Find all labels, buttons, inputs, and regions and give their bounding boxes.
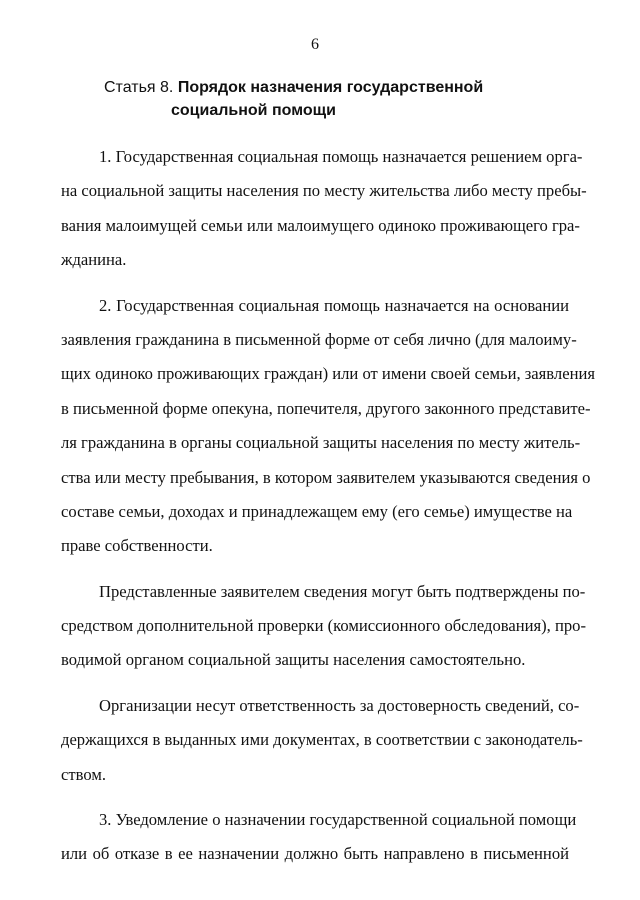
text-line: держащихся в выданных ими документах, в соответствии с законодатель- xyxy=(61,730,583,750)
text-line: Организации несут ответственность за достоверность сведений, со- xyxy=(99,695,580,715)
paragraph-4 xyxy=(61,689,583,792)
text-line: жданина. xyxy=(61,250,127,270)
article-title-line-1: Порядок назначения государственной xyxy=(177,79,484,96)
paragraph-spacer xyxy=(61,792,569,803)
text-line: 3. Уведомление о назначении государственной социальной помощи xyxy=(99,810,577,830)
text-line: ства или месту пребывания, в котором заявителем указываются сведения о xyxy=(61,467,591,487)
paragraph-spacer xyxy=(61,278,569,289)
article-label: Статья 8. xyxy=(104,79,178,96)
text-line: в письменной форме опекуна, попечителя, другого законного представите- xyxy=(61,398,591,418)
text-line: на социальной защиты населения по месту жительства либо месту пребы- xyxy=(61,181,587,201)
text-line: средством дополнительной проверки (комиссионного обследования), про- xyxy=(61,616,586,636)
article-heading xyxy=(104,76,604,122)
paragraph-spacer xyxy=(61,564,569,575)
text-line: водимой органом социальной защиты населения самостоятельно. xyxy=(61,650,526,670)
text-line: 1. Государственная социальная помощь назначается решением орга- xyxy=(99,147,583,166)
paragraph-spacer xyxy=(61,678,569,689)
paragraph-5 xyxy=(61,803,577,872)
paragraph-1 xyxy=(61,140,587,278)
paragraph-3 xyxy=(61,575,586,678)
paragraph-2 xyxy=(61,289,595,564)
text-line: заявления гражданина в письменной форме от себя лично (для малоиму- xyxy=(61,329,577,349)
text-line: ля гражданина в органы социальной защиты населения по месту житель- xyxy=(61,433,581,453)
text-line: вания малоимущей семьи или малоимущего одиноко проживающего гра- xyxy=(61,215,580,235)
text-line: Представленные заявителем сведения могут быть подтверждены по- xyxy=(99,581,586,601)
text-line: составе семьи, доходах и принадлежащем ему (его семье) имуществе на xyxy=(61,501,573,521)
article-title-line-2: социальной помощи xyxy=(171,102,336,119)
text-line: или об отказе в ее назначении должно быть направлено в письменной xyxy=(61,844,569,864)
page-number: 6 xyxy=(311,36,319,53)
text-line: щих одиноко проживающих граждан) или от имени своей семьи, заявления xyxy=(61,364,595,384)
text-line: ством. xyxy=(61,764,106,784)
text-line: 2. Государственная социальная помощь назначается на основании xyxy=(99,295,569,315)
article-body xyxy=(61,140,595,872)
text-line: праве собственности. xyxy=(61,536,213,556)
